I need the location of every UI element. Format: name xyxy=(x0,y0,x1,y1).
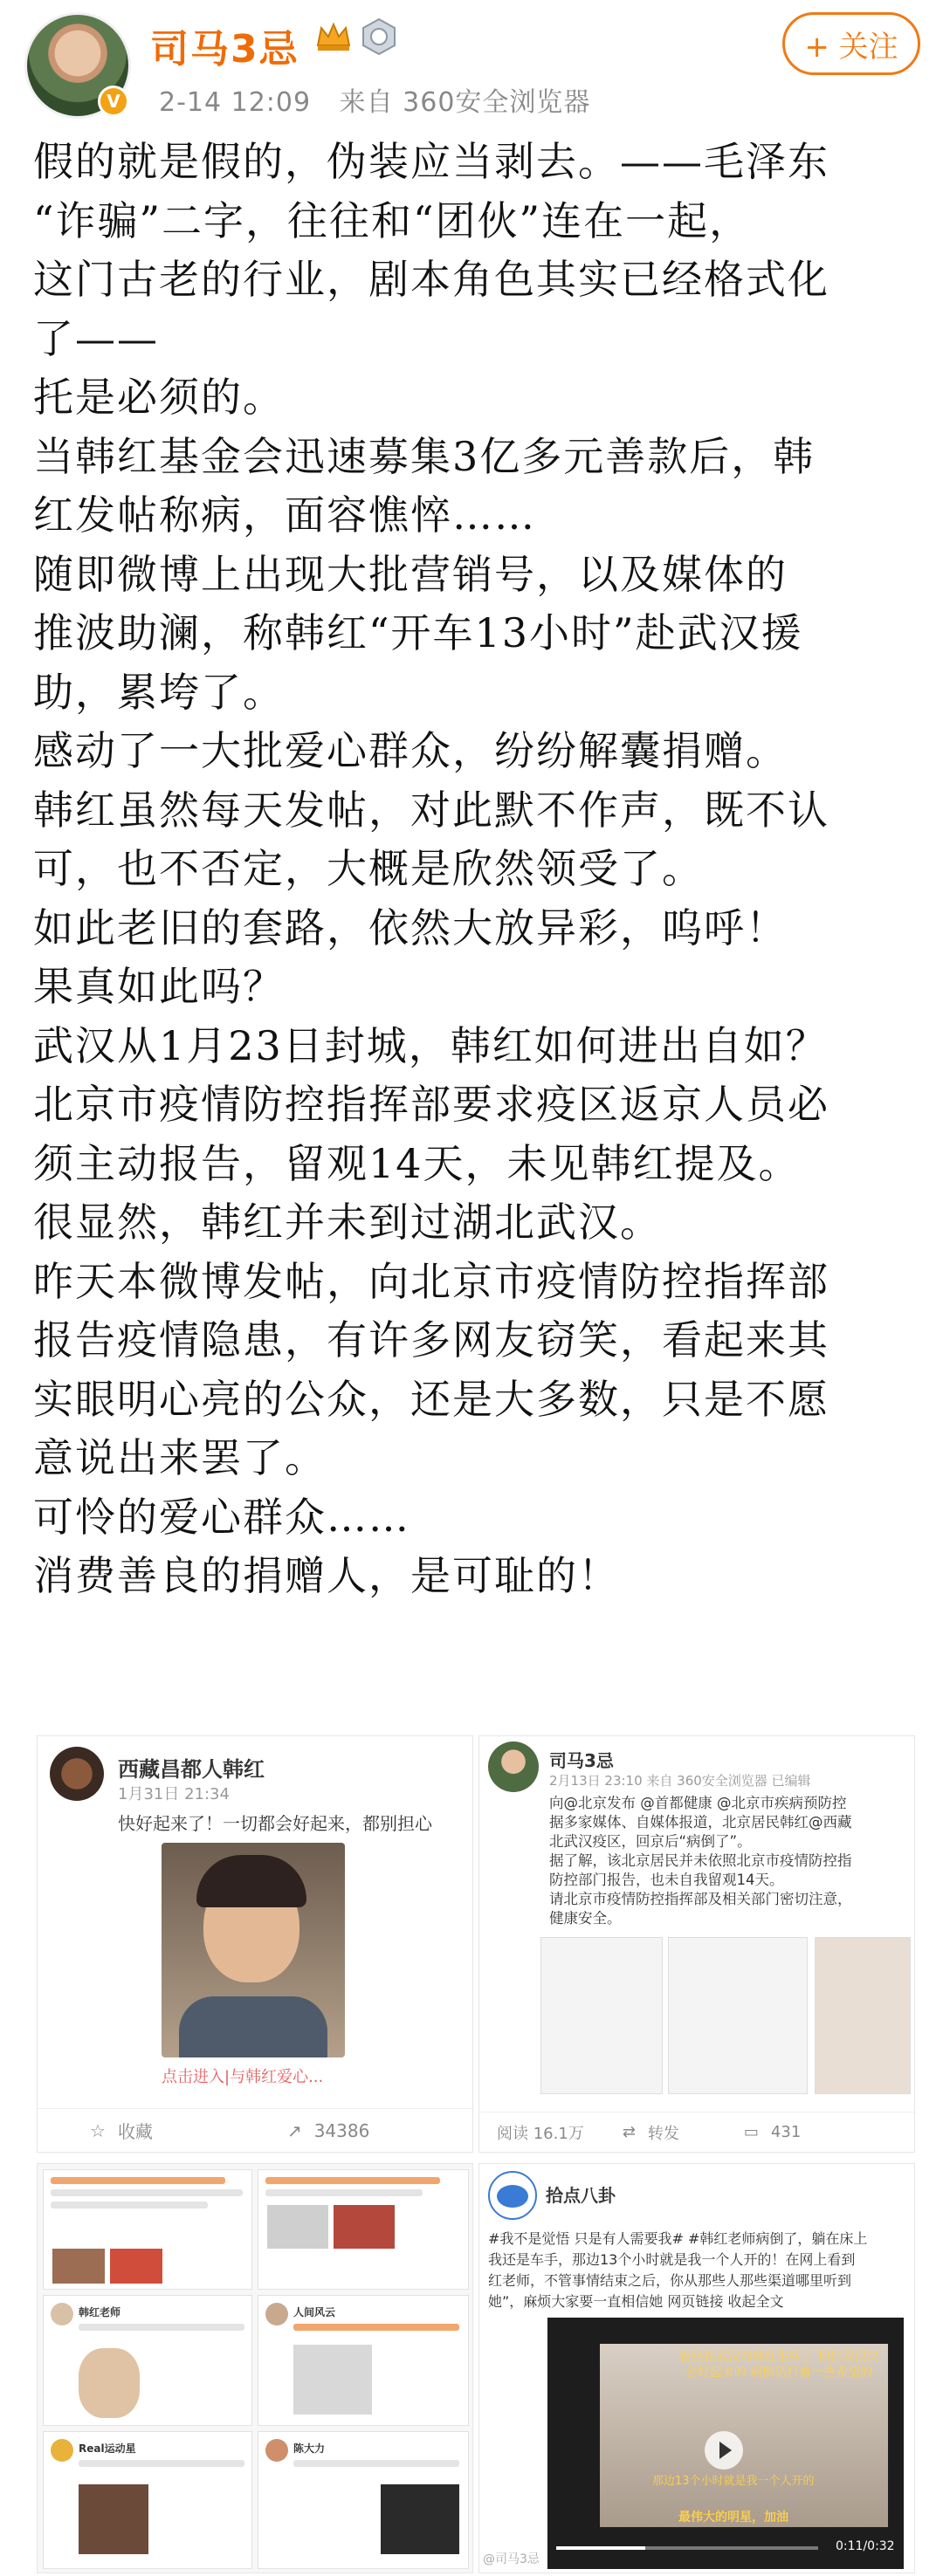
post-line: 托是必须的。 xyxy=(33,374,285,421)
username[interactable]: 司马3忌 xyxy=(150,27,299,72)
video-progress[interactable] xyxy=(556,2546,818,2550)
crown-icon xyxy=(314,19,353,54)
screenshot-collage[interactable] xyxy=(37,2163,473,2573)
report-actions xyxy=(479,2112,915,2152)
post-meta xyxy=(159,80,590,119)
comment-count: 431 xyxy=(770,2123,802,2141)
hanhong-link[interactable]: 点击进入|与韩红爱心... xyxy=(162,2068,324,2086)
collage-panel-5 xyxy=(43,2431,252,2569)
repost-icon[interactable]: ⇄ xyxy=(622,2123,636,2141)
video-time: 0:11/0:32 xyxy=(836,2539,895,2553)
hanhong-avatar xyxy=(50,1747,104,1801)
post-line: 韩红虽然每天发帖，对此默不作声，既不认 xyxy=(33,786,829,834)
post-line: 感动了一大批爱心群众，纷纷解囊捐赠。 xyxy=(33,727,788,774)
post-line: 昨天本微博发帖，向北京市疫情防控指挥部 xyxy=(33,1257,829,1305)
post-line: 很显然，韩红并未到过湖北武汉。 xyxy=(33,1199,662,1246)
post-line: 随即微博上出现大批营销号，以及媒体的 xyxy=(33,550,788,598)
post-line: 须主动报告，留观14天，未见韩红提及。 xyxy=(33,1139,801,1187)
gossip-avatar xyxy=(488,2171,537,2220)
post-line: 意说出来罢了。 xyxy=(33,1434,327,1481)
report-screenshot-1[interactable] xyxy=(540,1937,663,2094)
post-line: 了—— xyxy=(33,314,159,362)
hanhong-text: 快好起来了！一切都会好起来，都别担心 xyxy=(118,1813,432,1834)
collect-label[interactable]: 收藏 xyxy=(117,2121,153,2142)
collage-name-2: 人间风云 xyxy=(293,2306,336,2318)
share-icon[interactable]: ↗ xyxy=(286,2119,302,2141)
post-line: 假的就是假的，伪装应当剥去。——毛泽东 xyxy=(33,138,829,185)
collect-icon[interactable]: ☆ xyxy=(90,2119,106,2141)
video-caption: 曾经在武汉的韩红生病了 相信我很快会好起来的 病倒仍打着一些希望的 xyxy=(678,2350,879,2380)
post-line: 推波助澜，称韩红“开车13小时”赴武汉援 xyxy=(33,609,803,656)
watermark: @司马3忌 xyxy=(483,2552,540,2566)
report-screenshot-2[interactable] xyxy=(668,1937,808,2094)
verified-badge-icon: V xyxy=(98,86,129,117)
report-line: 防控部门报告，也未自我留观14天。 xyxy=(549,1872,784,1888)
post-line: 可怜的爱心群众…… xyxy=(33,1493,410,1541)
report-text xyxy=(549,1794,912,1928)
gossip-line: 我还是车手，那边13个小时就是我一个人开的！在网上看到 xyxy=(488,2251,856,2268)
hanhong-actions xyxy=(38,2108,473,2152)
report-screenshot-3[interactable] xyxy=(815,1937,911,2094)
post-line: 红发帖称病，面容憔悴…… xyxy=(33,491,536,539)
report-line: 请北京市疫情防控指挥部及相关部门密切注意， xyxy=(549,1891,852,1907)
repost-label[interactable]: 转发 xyxy=(647,2124,679,2143)
post-line: 武汉从1月23日封城，韩红如何进出自如？ xyxy=(33,1021,828,1069)
post-line: 这门古老的行业，剧本角色其实已经格式化 xyxy=(33,256,829,303)
collage-panel-3 xyxy=(43,2295,252,2426)
report-line: 北武汉疫区，回京后“病倒了”。 xyxy=(549,1833,752,1850)
hanhong-photo[interactable] xyxy=(162,1843,345,2057)
post-source: 来自 360安全浏览器 xyxy=(339,87,591,118)
video-caption-3: 最伟大的明星，加油 xyxy=(678,2511,788,2524)
share-count: 34386 xyxy=(313,2119,370,2141)
collage-name-5: 陈大力 xyxy=(293,2442,326,2455)
post-line: 可，也不否定，大概是欣然领受了。 xyxy=(33,845,704,892)
post-line: 报告疫情隐患，有许多网友窃笑，看起来其 xyxy=(33,1316,829,1364)
video-caption-2: 那边13个小时就是我一个人开的 xyxy=(652,2475,815,2488)
report-name: 司马3忌 xyxy=(549,1750,614,1771)
gossip-video[interactable] xyxy=(547,2318,904,2569)
post-line: 当韩红基金会迅速募集3亿多元善款后，韩 xyxy=(33,432,816,480)
collage-name-1: 韩红老师 xyxy=(79,2306,121,2318)
collage-panel-6 xyxy=(258,2431,469,2569)
report-line: 向@北京发布 @首都健康 @北京市疾病预防控 xyxy=(549,1795,847,1811)
post-body xyxy=(33,133,924,1606)
medal-icon xyxy=(360,17,398,56)
collage-name-4: Real运动星 xyxy=(79,2442,136,2455)
report-reads: 阅读 16.1万 xyxy=(497,2124,584,2143)
collage-panel-2 xyxy=(258,2169,469,2290)
embedded-post-gossip[interactable] xyxy=(478,2163,915,2573)
post-line: 如此老旧的套路，依然大放异彩，呜呼！ xyxy=(33,903,788,951)
post-time: 2-14 12:09 xyxy=(159,87,312,118)
embedded-post-hanhong[interactable] xyxy=(37,1735,473,2153)
collage-panel-1 xyxy=(43,2169,252,2290)
report-avatar xyxy=(488,1741,539,1792)
report-line: 健康安全。 xyxy=(549,1910,622,1927)
comment-icon[interactable]: ▭ xyxy=(743,2123,759,2141)
follow-button[interactable]: + 关注 xyxy=(782,12,920,75)
post-line: 北京市疫情防控指挥部要求疫区返京人员必 xyxy=(33,1081,829,1128)
report-time: 2月13日 23:10 来自 360安全浏览器 已编辑 xyxy=(549,1773,811,1789)
gossip-line: 她”，麻烦大家要一直相信她 网页链接 收起全文 xyxy=(488,2293,784,2310)
post-line: 实眼明心亮的公众，还是大多数，只是不愿 xyxy=(33,1375,829,1423)
embedded-post-report[interactable] xyxy=(478,1735,915,2153)
post-line: 果真如此吗？ xyxy=(33,963,285,1010)
post-header xyxy=(0,0,943,131)
post-line: 消费善良的捐赠人，是可耻的！ xyxy=(33,1552,620,1599)
hanhong-name: 西藏昌都人韩红 xyxy=(118,1757,265,1782)
gossip-name: 拾点八卦 xyxy=(546,2185,616,2206)
play-icon[interactable] xyxy=(705,2431,743,2470)
gossip-text xyxy=(488,2229,912,2312)
post-line: 助，累垮了。 xyxy=(33,668,285,716)
report-line: 据多家媒体、自媒体报道，北京居民韩红@西藏 xyxy=(549,1814,852,1831)
hanhong-time: 1月31日 21:34 xyxy=(118,1785,230,1803)
gossip-line: #我不是觉悟 只是有人需要我# #韩红老师病倒了，躺在床上 xyxy=(488,2230,868,2247)
post-line: “诈骗”二字，往往和“团伙”连在一起， xyxy=(33,196,752,244)
report-line: 据了解，该北京居民并未依照北京市疫情防控指 xyxy=(549,1852,852,1869)
collage-panel-4 xyxy=(258,2295,469,2426)
gossip-line: 红老师，不管事情结束之后，你从那些人那些渠道哪里听到 xyxy=(488,2272,852,2289)
